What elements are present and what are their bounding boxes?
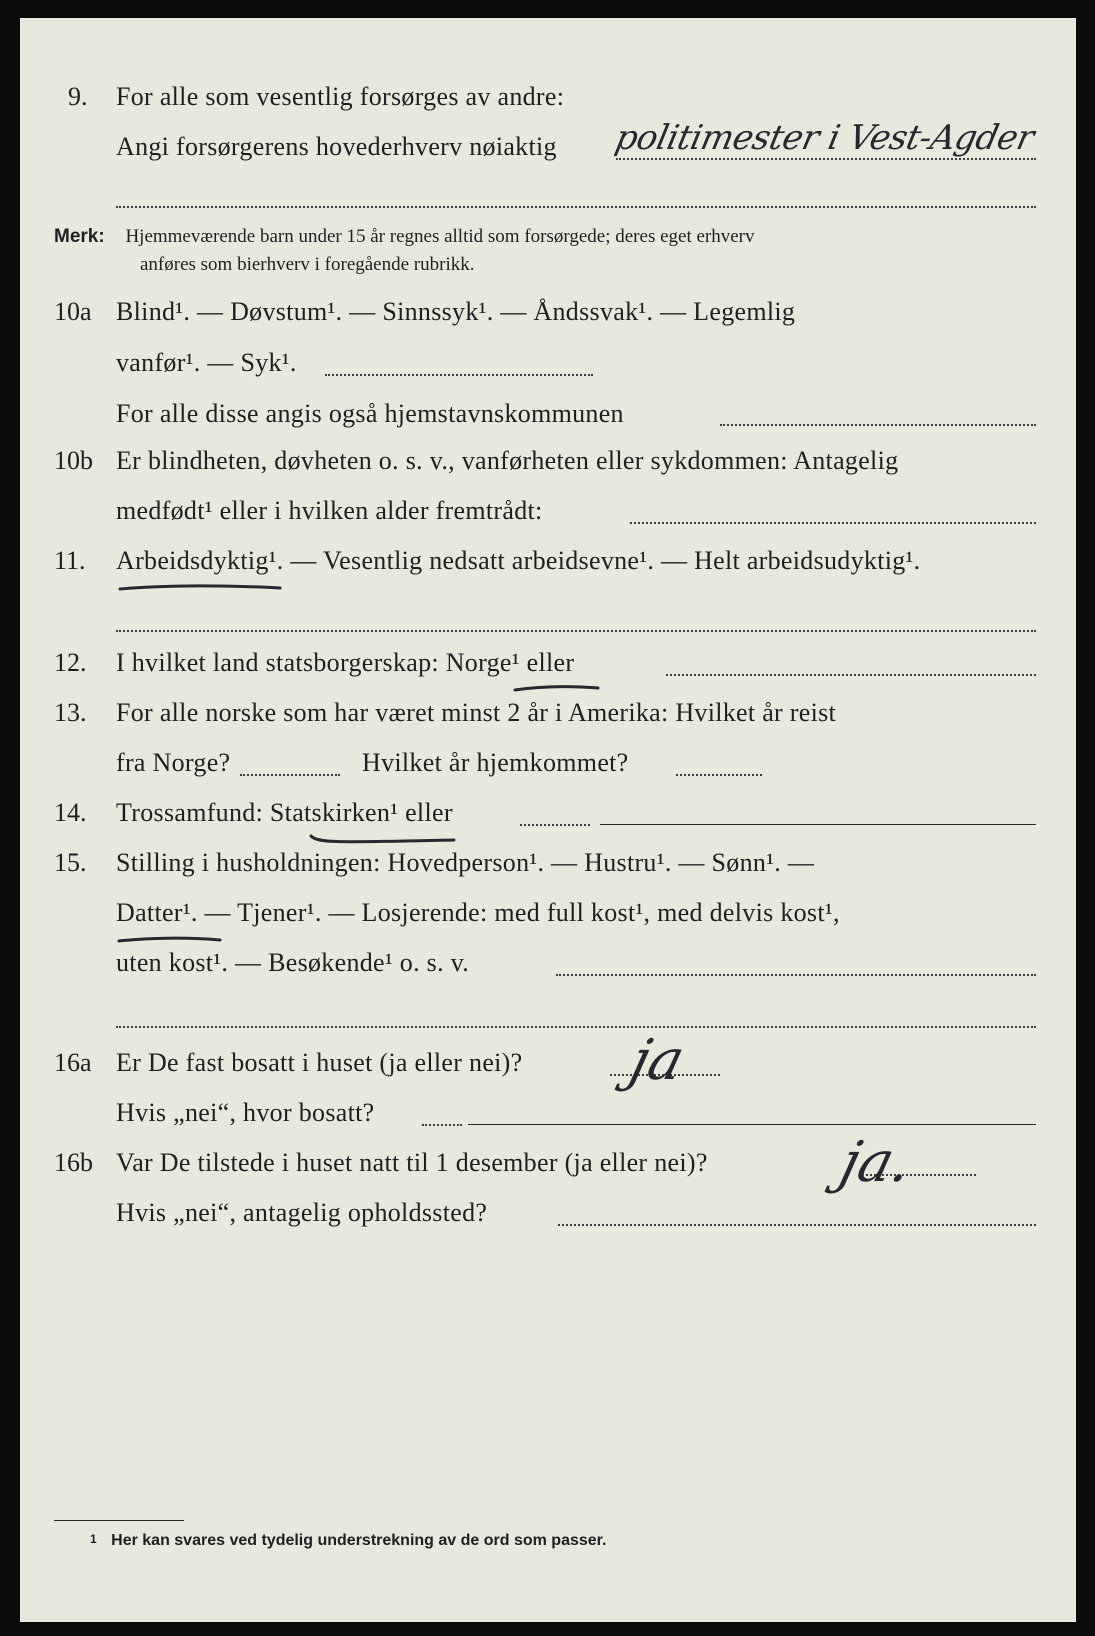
q12-line1: I hvilket land statsborgerskap: Norge¹ eller (116, 648, 575, 677)
q16a-bosatt-dotline[interactable] (422, 1124, 462, 1126)
q10a-line2: vanfør¹. — Syk¹. (116, 348, 297, 377)
merk-line1: Hjemmeværende barn under 15 år regnes alltid som forsørgede; deres eget erhverv (125, 226, 755, 247)
q14-dotline[interactable] (520, 824, 590, 826)
q15-handwritten-underline (116, 932, 226, 948)
q16b-line1: Var De tilstede i huset natt til 1 desember (ja eller nei)? (116, 1148, 708, 1177)
q16a-line1: Er De fast bosatt i huset (ja eller nei)? (116, 1048, 523, 1077)
q15-dotline[interactable] (556, 974, 1036, 976)
q11-line1: Arbeidsdyktig¹. — Vesentlig nedsatt arbeidsevne¹. — Helt arbeidsudyktig¹. (116, 546, 921, 575)
q16a-rule (468, 1124, 1036, 1125)
q13-hjemkommet-dotline[interactable] (676, 774, 762, 776)
q10b-line1: Er blindheten, døvheten o. s. v., vanførheten eller sykdommen: Antagelig (116, 446, 899, 475)
q11-extra-dotline (116, 630, 1036, 632)
q14-line1: Trossamfund: Statskirken¹ eller (116, 798, 453, 827)
merk-row1 (54, 226, 755, 248)
q16b-number: 16b (54, 1148, 93, 1177)
q16a-number: 16a (54, 1048, 92, 1077)
q12-number: 12. (54, 648, 87, 677)
q11-handwritten-underline (116, 580, 286, 596)
q12-handwritten-underline (512, 682, 602, 696)
q16a-line2: Hvis „nei“, hvor bosatt? (116, 1098, 375, 1127)
footnote (90, 1532, 606, 1550)
form-page (20, 18, 1076, 1622)
q9-number: 9. (68, 82, 88, 111)
q10a-number: 10a (54, 297, 92, 326)
q12-country-dotline[interactable] (666, 674, 1036, 676)
q16b-handwritten-answer[interactable]: ja. (833, 1130, 919, 1195)
q14-rule (600, 824, 1036, 825)
q10a-syk-dotline[interactable] (325, 374, 593, 376)
q9-handwritten-answer[interactable]: politimester i Vest-Agder (611, 118, 1038, 158)
q15-line3: uten kost¹. — Besøkende¹ o. s. v. (116, 948, 470, 977)
q16b-opholdssted-dotline[interactable] (558, 1224, 1036, 1226)
q10a-line3: For alle disse angis også hjemstavnskommunen (116, 399, 624, 428)
q9-line1: For alle som vesentlig forsørges av andre: (116, 82, 565, 111)
q9-answer-dotline (616, 158, 1036, 160)
q15-line1: Stilling i husholdningen: Hovedperson¹. — Hustru¹. — Sønn¹. — (116, 848, 815, 877)
q14-number: 14. (54, 798, 87, 827)
q16a-handwritten-answer[interactable]: ja (623, 1028, 691, 1093)
q10a-hjemstavn-dotline[interactable] (720, 424, 1036, 426)
q15-extra-dotline (116, 1026, 1036, 1028)
q10b-number: 10b (54, 446, 93, 475)
footnote-rule (54, 1520, 184, 1521)
q10b-line2: medfødt¹ eller i hvilken alder fremtrådt: (116, 496, 543, 525)
merk-line2: anføres som bierhverv i foregående rubrikk. (140, 254, 475, 275)
q13-number: 13. (54, 698, 87, 727)
q13-reist-dotline[interactable] (240, 774, 340, 776)
merk-label: Merk: (54, 226, 105, 247)
q13-line2b: Hvilket år hjemkommet? (362, 748, 629, 777)
q13-line1: For alle norske som har været minst 2 år i Amerika: Hvilket år reist (116, 698, 837, 727)
q10b-alder-dotline[interactable] (630, 522, 1036, 524)
q15-line2: Datter¹. — Tjener¹. — Losjerende: med full kost¹, med delvis kost¹, (116, 898, 840, 927)
q11-number: 11. (54, 546, 86, 575)
footnote-mark: 1 (90, 1532, 97, 1546)
q16b-line2: Hvis „nei“, antagelig opholdssted? (116, 1198, 488, 1227)
q14-handwritten-underline (308, 832, 458, 848)
q10a-line1: Blind¹. — Døvstum¹. — Sinnssyk¹. — Åndssvak¹. — Legemlig (116, 297, 796, 326)
q13-line2a: fra Norge? (116, 748, 231, 777)
footnote-text: Her kan svares ved tydelig understrekning av de ord som passer. (111, 1532, 607, 1549)
q9-extra-dotline (116, 206, 1036, 208)
q9-line2: Angi forsørgerens hovederhverv nøiaktig (116, 132, 557, 161)
q15-number: 15. (54, 848, 87, 877)
